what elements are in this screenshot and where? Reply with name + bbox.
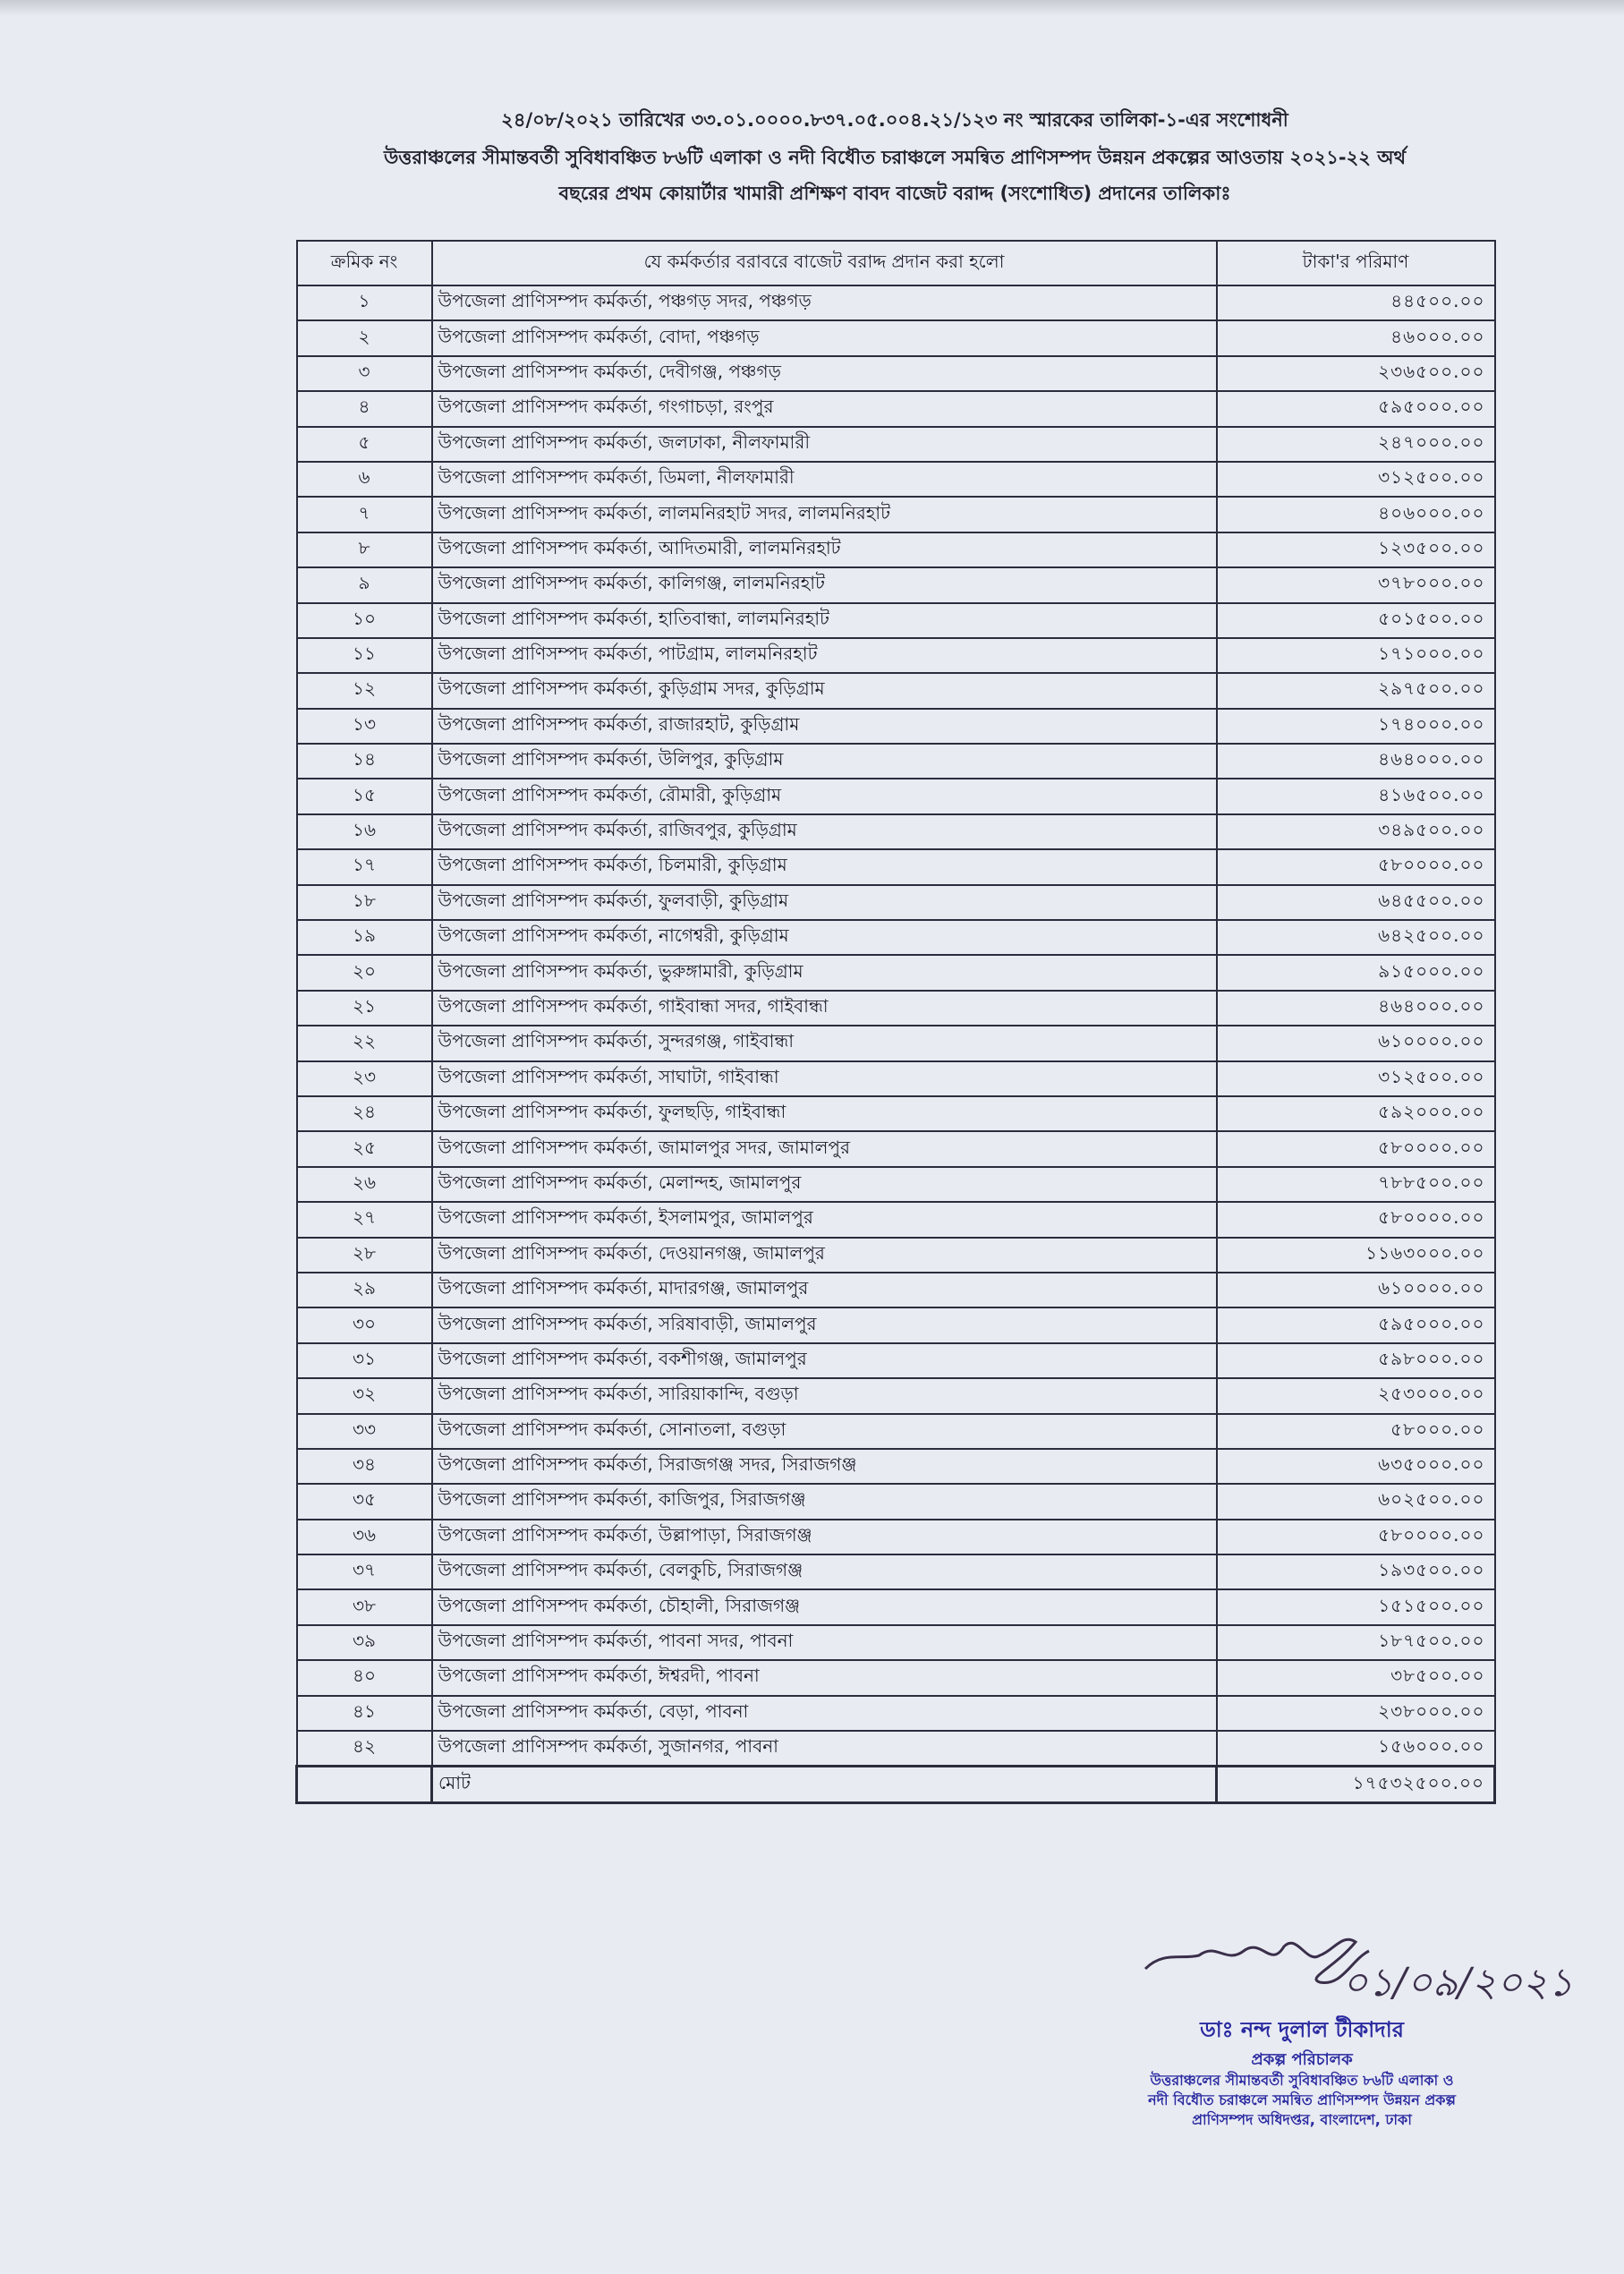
amount-cell: ৩১২৫০০.০০ xyxy=(1217,462,1495,497)
table-row xyxy=(297,1061,1495,1096)
amount-cell: ৫৮০০০০.০০ xyxy=(1217,1202,1495,1237)
officer-cell: উপজেলা প্রাণিসম্পদ কর্মকর্তা, চৌহালী, সিরাজগঞ্জ xyxy=(432,1589,1217,1624)
table-row xyxy=(297,603,1495,638)
officer-cell: উপজেলা প্রাণিসম্পদ কর্মকর্তা, ফুলবাড়ী, কুড়িগ্রাম xyxy=(432,885,1217,920)
officer-cell: উপজেলা প্রাণিসম্পদ কর্মকর্তা, উল্লাপাড়া, সিরাজগঞ্জ xyxy=(432,1520,1217,1554)
table-row xyxy=(297,391,1495,426)
table-row xyxy=(297,567,1495,602)
column-header-officer: যে কর্মকর্তার বরাবরে বাজেট বরাদ্দ প্রদান করা হলো xyxy=(432,241,1217,285)
serial-cell: ২ xyxy=(297,320,432,355)
amount-cell: ৬৪৫৫০০.০০ xyxy=(1217,885,1495,920)
table-row xyxy=(297,991,1495,1026)
serial-cell: ৬ xyxy=(297,462,432,497)
table-row xyxy=(297,779,1495,813)
serial-cell: ১৬ xyxy=(297,814,432,849)
officer-cell: উপজেলা প্রাণিসম্পদ কর্মকর্তা, কুড়িগ্রাম সদর, কুড়িগ্রাম xyxy=(432,673,1217,708)
memo-reference-heading: ২৪/০৮/২০২১ তারিখের ৩৩.০১.০০০০.৮৩৭.০৫.০০৪.২১/১২৩ নং স্মারকের তালিকা-১-এর সংশোধনী xyxy=(501,109,1288,131)
table-row xyxy=(297,497,1495,532)
amount-cell: ৫৯৫০০০.০০ xyxy=(1217,1307,1495,1342)
serial-cell: ২৮ xyxy=(297,1238,432,1273)
table-row xyxy=(297,1202,1495,1237)
table-row xyxy=(297,814,1495,849)
amount-cell: ৬০২৫০০.০০ xyxy=(1217,1484,1495,1519)
officer-cell: উপজেলা প্রাণিসম্পদ কর্মকর্তা, জলঢাকা, নীলফামারী xyxy=(432,427,1217,462)
officer-cell: উপজেলা প্রাণিসম্পদ কর্মকর্তা, গাইবান্ধা সদর, গাইবান্ধা xyxy=(432,991,1217,1026)
signatory-name: ডাঃ নন্দ দুলাল টীকাদার xyxy=(1200,2017,1404,2042)
handwritten-signature xyxy=(1127,1915,1574,2014)
table-row xyxy=(297,1307,1495,1342)
table-row xyxy=(297,1167,1495,1202)
table-row xyxy=(297,532,1495,567)
amount-cell: ৪১৬৫০০.০০ xyxy=(1217,779,1495,813)
amount-cell: ৬৪২৫০০.০০ xyxy=(1217,920,1495,955)
budget-allocation-table xyxy=(295,240,1496,1804)
table-header-row xyxy=(297,241,1495,285)
officer-cell: উপজেলা প্রাণিসম্পদ কর্মকর্তা, লালমনিরহাট সদর, লালমনিরহাট xyxy=(432,497,1217,532)
serial-cell: ১১ xyxy=(297,638,432,673)
officer-cell: উপজেলা প্রাণিসম্পদ কর্মকর্তা, দেওয়ানগঞ্জ, জামালপুর xyxy=(432,1238,1217,1273)
serial-cell: ৩৩ xyxy=(297,1414,432,1449)
amount-cell: ১৯৩৫০০.০০ xyxy=(1217,1554,1495,1589)
table-row xyxy=(297,920,1495,955)
officer-cell: উপজেলা প্রাণিসম্পদ কর্মকর্তা, ভুরুঙ্গামারী, কুড়িগ্রাম xyxy=(432,955,1217,990)
table-row xyxy=(297,462,1495,497)
list-title-heading: বছরের প্রথম কোয়ার্টার খামারী প্রশিক্ষণ বাবদ বাজেট বরাদ্দ (সংশোধিত) প্রদানের তালিকাঃ xyxy=(558,183,1231,204)
serial-cell: ১৭ xyxy=(297,849,432,884)
page-edge-shadow xyxy=(0,0,1624,16)
officer-cell: উপজেলা প্রাণিসম্পদ কর্মকর্তা, পঞ্চগড় সদর, পঞ্চগড় xyxy=(432,285,1217,320)
serial-cell: ১৪ xyxy=(297,744,432,779)
signatory-designation: প্রকল্প পরিচালক xyxy=(1251,2050,1353,2069)
amount-cell: ৩৪৯৫০০.০০ xyxy=(1217,814,1495,849)
officer-cell: উপজেলা প্রাণিসম্পদ কর্মকর্তা, হাতিবান্ধা, লালমনিরহাট xyxy=(432,603,1217,638)
serial-cell: ২৯ xyxy=(297,1273,432,1307)
table-row xyxy=(297,1273,1495,1307)
officer-cell: উপজেলা প্রাণিসম্পদ কর্মকর্তা, রাজিবপুর, কুড়িগ্রাম xyxy=(432,814,1217,849)
officer-cell: উপজেলা প্রাণিসম্পদ কর্মকর্তা, পাবনা সদর, পাবনা xyxy=(432,1625,1217,1660)
serial-cell: ৩৪ xyxy=(297,1449,432,1484)
serial-cell: ৪০ xyxy=(297,1660,432,1695)
serial-cell: ২৬ xyxy=(297,1167,432,1202)
officer-cell: উপজেলা প্রাণিসম্পদ কর্মকর্তা, পাটগ্রাম, লালমনিরহাট xyxy=(432,638,1217,673)
serial-cell: ২০ xyxy=(297,955,432,990)
officer-cell: উপজেলা প্রাণিসম্পদ কর্মকর্তা, ঈশ্বরদী, পাবনা xyxy=(432,1660,1217,1695)
amount-cell: ৫৮০০০.০০ xyxy=(1217,1414,1495,1449)
amount-cell: ৫৮০০০০.০০ xyxy=(1217,849,1495,884)
amount-cell: ৬১০০০০.০০ xyxy=(1217,1273,1495,1307)
amount-cell: ৩১২৫০০.০০ xyxy=(1217,1061,1495,1096)
amount-cell: ৫০১৫০০.০০ xyxy=(1217,603,1495,638)
table-row xyxy=(297,638,1495,673)
serial-cell: ২১ xyxy=(297,991,432,1026)
total-row xyxy=(297,1767,1495,1802)
table-row xyxy=(297,885,1495,920)
table-row xyxy=(297,1696,1495,1731)
serial-cell: ৩৯ xyxy=(297,1625,432,1660)
table-row xyxy=(297,1520,1495,1554)
serial-cell: ১ xyxy=(297,285,432,320)
table-row xyxy=(297,709,1495,744)
table-row xyxy=(297,1026,1495,1060)
serial-cell: ৯ xyxy=(297,567,432,602)
officer-cell: উপজেলা প্রাণিসম্পদ কর্মকর্তা, কাজিপুর, সিরাজগঞ্জ xyxy=(432,1484,1217,1519)
signatory-project-line2: নদী বিধৌত চরাঞ্চলে সমন্বিত প্রাণিসম্পদ উন্নয়ন প্রকল্প xyxy=(1148,2091,1456,2108)
amount-cell: ১৭১০০০.০০ xyxy=(1217,638,1495,673)
table-row xyxy=(297,1096,1495,1131)
table-row xyxy=(297,673,1495,708)
table-row xyxy=(297,427,1495,462)
amount-cell: ৬১০০০০.০০ xyxy=(1217,1026,1495,1060)
officer-cell: উপজেলা প্রাণিসম্পদ কর্মকর্তা, গংগাচড়া, রংপুর xyxy=(432,391,1217,426)
serial-cell: ৩৭ xyxy=(297,1554,432,1589)
officer-cell: উপজেলা প্রাণিসম্পদ কর্মকর্তা, চিলমারী, কুড়িগ্রাম xyxy=(432,849,1217,884)
table-row xyxy=(297,1414,1495,1449)
table-row xyxy=(297,356,1495,391)
amount-cell: ১২৩৫০০.০০ xyxy=(1217,532,1495,567)
table-row xyxy=(297,1131,1495,1166)
serial-cell: ২৪ xyxy=(297,1096,432,1131)
serial-cell: ৩০ xyxy=(297,1307,432,1342)
total-amount: ১৭৫৩২৫০০.০০ xyxy=(1217,1767,1495,1802)
officer-cell: উপজেলা প্রাণিসম্পদ কর্মকর্তা, মেলান্দহ, জামালপুর xyxy=(432,1167,1217,1202)
officer-cell: উপজেলা প্রাণিসম্পদ কর্মকর্তা, দেবীগঞ্জ, পঞ্চগড় xyxy=(432,356,1217,391)
serial-cell: ৪১ xyxy=(297,1696,432,1731)
serial-cell: ৭ xyxy=(297,497,432,532)
serial-cell: ৩২ xyxy=(297,1378,432,1413)
table-row xyxy=(297,1731,1495,1767)
amount-cell: ৫৯৫০০০.০০ xyxy=(1217,391,1495,426)
officer-cell: উপজেলা প্রাণিসম্পদ কর্মকর্তা, ফুলছড়ি, গাইবান্ধা xyxy=(432,1096,1217,1131)
amount-cell: ৫৮০০০০.০০ xyxy=(1217,1131,1495,1166)
serial-cell: ৫ xyxy=(297,427,432,462)
amount-cell: ৫৯৮০০০.০০ xyxy=(1217,1343,1495,1378)
serial-cell: ২৩ xyxy=(297,1061,432,1096)
amount-cell: ৪৬০০০.০০ xyxy=(1217,320,1495,355)
table-row xyxy=(297,1238,1495,1273)
table-row xyxy=(297,1589,1495,1624)
signature-date: ০১/০৯/২০২১ xyxy=(1342,1960,1574,2006)
amount-cell: ১৮৭৫০০.০০ xyxy=(1217,1625,1495,1660)
amount-cell: ১৭৪০০০.০০ xyxy=(1217,709,1495,744)
officer-cell: উপজেলা প্রাণিসম্পদ কর্মকর্তা, সুজানগর, পাবনা xyxy=(432,1731,1217,1767)
amount-cell: ২৯৭৫০০.০০ xyxy=(1217,673,1495,708)
amount-cell: ৩৭৮০০০.০০ xyxy=(1217,567,1495,602)
officer-cell: উপজেলা প্রাণিসম্পদ কর্মকর্তা, রৌমারী, কুড়িগ্রাম xyxy=(432,779,1217,813)
signatory-project-line1: উত্তরাঞ্চলের সীমান্তবর্তী সুবিধাবঞ্চিত ৮৬টি এলাকা ও xyxy=(1150,2072,1454,2089)
serial-cell: ৩৮ xyxy=(297,1589,432,1624)
total-serial-cell xyxy=(297,1767,432,1802)
amount-cell: ৪৬৪০০০.০০ xyxy=(1217,991,1495,1026)
table-row xyxy=(297,1625,1495,1660)
table-row xyxy=(297,1660,1495,1695)
officer-cell: উপজেলা প্রাণিসম্পদ কর্মকর্তা, সাঘাটা, গাইবান্ধা xyxy=(432,1061,1217,1096)
column-header-amount: টাকা'র পরিমাণ xyxy=(1217,241,1495,285)
amount-cell: ১৫১৫০০.০০ xyxy=(1217,1589,1495,1624)
amount-cell: ১১৬৩০০০.০০ xyxy=(1217,1238,1495,1273)
table-row xyxy=(297,1378,1495,1413)
table-row xyxy=(297,1449,1495,1484)
amount-cell: ২৩৮০০০.০০ xyxy=(1217,1696,1495,1731)
officer-cell: উপজেলা প্রাণিসম্পদ কর্মকর্তা, সরিষাবাড়ী, জামালপুর xyxy=(432,1307,1217,1342)
officer-cell: উপজেলা প্রাণিসম্পদ কর্মকর্তা, কালিগঞ্জ, লালমনিরহাট xyxy=(432,567,1217,602)
table-row xyxy=(297,1343,1495,1378)
officer-cell: উপজেলা প্রাণিসম্পদ কর্মকর্তা, রাজারহাট, কুড়িগ্রাম xyxy=(432,709,1217,744)
officer-cell: উপজেলা প্রাণিসম্পদ কর্মকর্তা, উলিপুর, কুড়িগ্রাম xyxy=(432,744,1217,779)
officer-cell: উপজেলা প্রাণিসম্পদ কর্মকর্তা, ডিমলা, নীলফামারী xyxy=(432,462,1217,497)
amount-cell: ১৫৬০০০.০০ xyxy=(1217,1731,1495,1767)
amount-cell: ৬৩৫০০০.০০ xyxy=(1217,1449,1495,1484)
amount-cell: ৫৮০০০০.০০ xyxy=(1217,1520,1495,1554)
total-label: মোট xyxy=(432,1767,1217,1802)
serial-cell: ৩১ xyxy=(297,1343,432,1378)
table-row xyxy=(297,1554,1495,1589)
officer-cell: উপজেলা প্রাণিসম্পদ কর্মকর্তা, নাগেশ্বরী, কুড়িগ্রাম xyxy=(432,920,1217,955)
serial-cell: ৮ xyxy=(297,532,432,567)
officer-cell: উপজেলা প্রাণিসম্পদ কর্মকর্তা, মাদারগঞ্জ, জামালপুর xyxy=(432,1273,1217,1307)
serial-cell: ১৮ xyxy=(297,885,432,920)
serial-cell: ৩৬ xyxy=(297,1520,432,1554)
officer-cell: উপজেলা প্রাণিসম্পদ কর্মকর্তা, সোনাতলা, বগুড়া xyxy=(432,1414,1217,1449)
officer-cell: উপজেলা প্রাণিসম্পদ কর্মকর্তা, সারিয়াকান্দি, বগুড়া xyxy=(432,1378,1217,1413)
serial-cell: ২৭ xyxy=(297,1202,432,1237)
serial-cell: ১৫ xyxy=(297,779,432,813)
signatory-office: প্রাণিসম্পদ অধিদপ্তর, বাংলাদেশ, ঢাকা xyxy=(1192,2111,1412,2128)
officer-cell: উপজেলা প্রাণিসম্পদ কর্মকর্তা, আদিতমারী, লালমনিরহাট xyxy=(432,532,1217,567)
serial-cell: ৩ xyxy=(297,356,432,391)
officer-cell: উপজেলা প্রাণিসম্পদ কর্মকর্তা, বোদা, পঞ্চগড় xyxy=(432,320,1217,355)
amount-cell: ৩৮৫০০.০০ xyxy=(1217,1660,1495,1695)
officer-cell: উপজেলা প্রাণিসম্পদ কর্মকর্তা, বেড়া, পাবনা xyxy=(432,1696,1217,1731)
amount-cell: ২৩৬৫০০.০০ xyxy=(1217,356,1495,391)
amount-cell: ২৫৩০০০.০০ xyxy=(1217,1378,1495,1413)
amount-cell: ৭৮৮৫০০.০০ xyxy=(1217,1167,1495,1202)
amount-cell: ২৪৭০০০.০০ xyxy=(1217,427,1495,462)
officer-cell: উপজেলা প্রাণিসম্পদ কর্মকর্তা, সিরাজগঞ্জ সদর, সিরাজগঞ্জ xyxy=(432,1449,1217,1484)
table-body xyxy=(297,285,1495,1767)
table-row xyxy=(297,285,1495,320)
officer-cell: উপজেলা প্রাণিসম্পদ কর্মকর্তা, ইসলামপুর, জামালপুর xyxy=(432,1202,1217,1237)
table-row xyxy=(297,320,1495,355)
serial-cell: ৪২ xyxy=(297,1731,432,1767)
amount-cell: ৯১৫০০০.০০ xyxy=(1217,955,1495,990)
serial-cell: ৪ xyxy=(297,391,432,426)
project-title-heading: উত্তরাঞ্চলের সীমান্তবর্তী সুবিধাবঞ্চিত ৮৬টি এলাকা ও নদী বিধৌত চরাঞ্চলে সমন্বিত প্রাণিসম্পদ উন্নয়ন প্রকল্পের আওতায় ২০২১-২২ অর্থ xyxy=(383,147,1407,168)
serial-cell: ১২ xyxy=(297,673,432,708)
amount-cell: ৪৪৫০০.০০ xyxy=(1217,285,1495,320)
column-header-serial: ক্রমিক নং xyxy=(297,241,432,285)
serial-cell: ২৫ xyxy=(297,1131,432,1166)
officer-cell: উপজেলা প্রাণিসম্পদ কর্মকর্তা, বেলকুচি, সিরাজগঞ্জ xyxy=(432,1554,1217,1589)
table-row xyxy=(297,955,1495,990)
amount-cell: ৪০৬০০০.০০ xyxy=(1217,497,1495,532)
table-row xyxy=(297,744,1495,779)
table-row xyxy=(297,1484,1495,1519)
serial-cell: ২২ xyxy=(297,1026,432,1060)
officer-cell: উপজেলা প্রাণিসম্পদ কর্মকর্তা, জামালপুর সদর, জামালপুর xyxy=(432,1131,1217,1166)
amount-cell: ৫৯২০০০.০০ xyxy=(1217,1096,1495,1131)
officer-cell: উপজেলা প্রাণিসম্পদ কর্মকর্তা, সুন্দরগঞ্জ, গাইবান্ধা xyxy=(432,1026,1217,1060)
table-row xyxy=(297,849,1495,884)
officer-cell: উপজেলা প্রাণিসম্পদ কর্মকর্তা, বকশীগঞ্জ, জামালপুর xyxy=(432,1343,1217,1378)
amount-cell: ৪৬৪০০০.০০ xyxy=(1217,744,1495,779)
serial-cell: ১৩ xyxy=(297,709,432,744)
serial-cell: ৩৫ xyxy=(297,1484,432,1519)
serial-cell: ১৯ xyxy=(297,920,432,955)
serial-cell: ১০ xyxy=(297,603,432,638)
